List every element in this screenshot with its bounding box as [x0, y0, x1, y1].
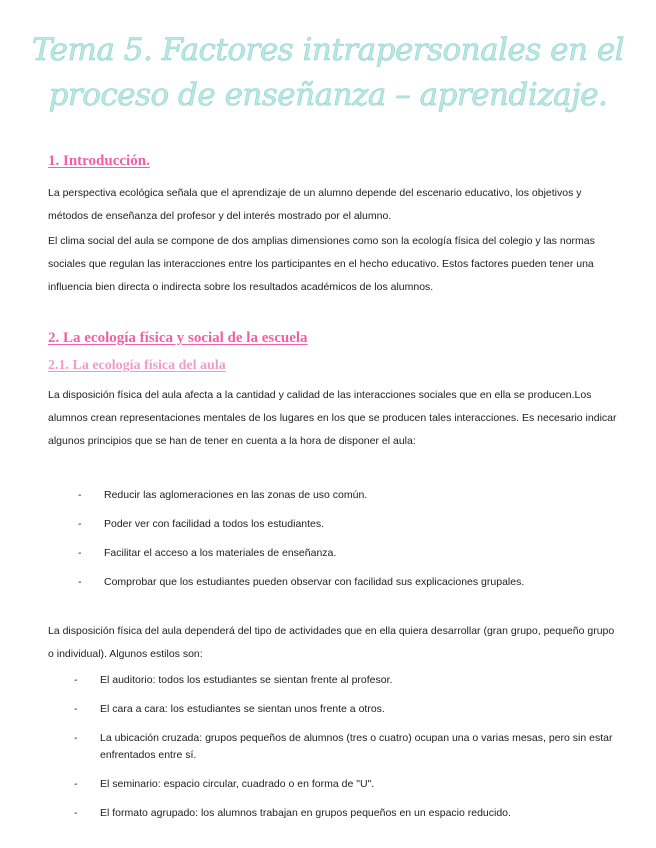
list-item-text: Comprobar que los estudiantes pueden observar con facilidad sus explicaciones grupales. — [104, 576, 525, 588]
list-item — [74, 672, 620, 689]
dash-bullet-icon: - — [74, 807, 78, 819]
list-item-text: El formato agrupado: los alumnos trabajan en grupos pequeños en un espacio reducido. — [100, 807, 511, 819]
list-item-text: Facilitar el acceso a los materiales de enseñanza. — [104, 547, 337, 559]
dash-bullet-icon: - — [74, 732, 78, 744]
dash-bullet-icon: - — [74, 778, 78, 790]
dash-bullet-icon: - — [78, 489, 82, 501]
list-item-text: Reducir las aglomeraciones en las zonas de uso común. — [104, 489, 368, 501]
list-item — [74, 701, 620, 718]
list-item — [74, 776, 620, 793]
list-item — [74, 805, 620, 822]
styles-list — [74, 672, 620, 834]
list-item — [78, 545, 656, 562]
heading-introduccion: 1. Introducción. — [48, 153, 150, 169]
dash-bullet-icon: - — [78, 576, 82, 588]
ecologia-paragraph-2: La disposición física del aula dependerá del tipo de actividades que en ella quiera desarrollar (gran grupo, pequeño grupo o individual). Algunos estilos son: — [48, 625, 615, 660]
intro-paragraph-2: El clima social del aula se compone de dos amplias dimensiones como son la ecología física del colegio y las normas sociales que regulan las interacciones entre los participantes en el hecho educativo. Estos factores pueden tener una influencia bien directa o indirecta sobre los resultados académicos de los alumnos. — [48, 235, 595, 293]
list-item-text: El cara a cara: los estudiantes se sientan unos frente a otros. — [100, 703, 385, 715]
list-item — [78, 574, 656, 591]
list-item — [78, 487, 656, 504]
list-item-text: El auditorio: todos los estudiantes se sientan frente al profesor. — [100, 674, 393, 686]
dash-bullet-icon: - — [74, 674, 78, 686]
heading-ecologia: 2. La ecología física y social de la escuela — [48, 330, 308, 346]
subheading-ecologia-aula: 2.1. La ecología física del aula — [48, 358, 226, 373]
dash-bullet-icon: - — [78, 518, 82, 530]
intro-paragraph-1: La perspectiva ecológica señala que el aprendizaje de un alumno depende del escenario educativo, los objetivos y métodos de enseñanza del profesor y del interés mostrado por el alumno. — [48, 187, 582, 222]
list-item — [78, 516, 656, 533]
dash-bullet-icon: - — [78, 547, 82, 559]
principles-list — [78, 487, 656, 603]
list-item-text: El seminario: espacio circular, cuadrado o en forma de "U". — [100, 778, 375, 790]
list-item — [74, 730, 620, 764]
page-title: Tema 5. Factores intrapersonales en el proceso de enseñanza – aprendizaje. — [31, 32, 625, 113]
list-item-text: Poder ver con facilidad a todos los estudiantes. — [104, 518, 325, 530]
dash-bullet-icon: - — [74, 703, 78, 715]
list-item-text: La ubicación cruzada: grupos pequeños de alumnos (tres o cuatro) ocupan una o varias mesas, pero sin estar enfrentados entre sí. — [100, 732, 613, 761]
ecologia-paragraph-1: La disposición física del aula afecta a la cantidad y calidad de las interacciones sociales que en ella se producen.Los alumnos crean representaciones mentales de los lugares en los que se producen tales interacciones. Es necesario indicar algunos principios que se han de tener en cuenta a la hora de disponer el aula: — [48, 389, 617, 447]
